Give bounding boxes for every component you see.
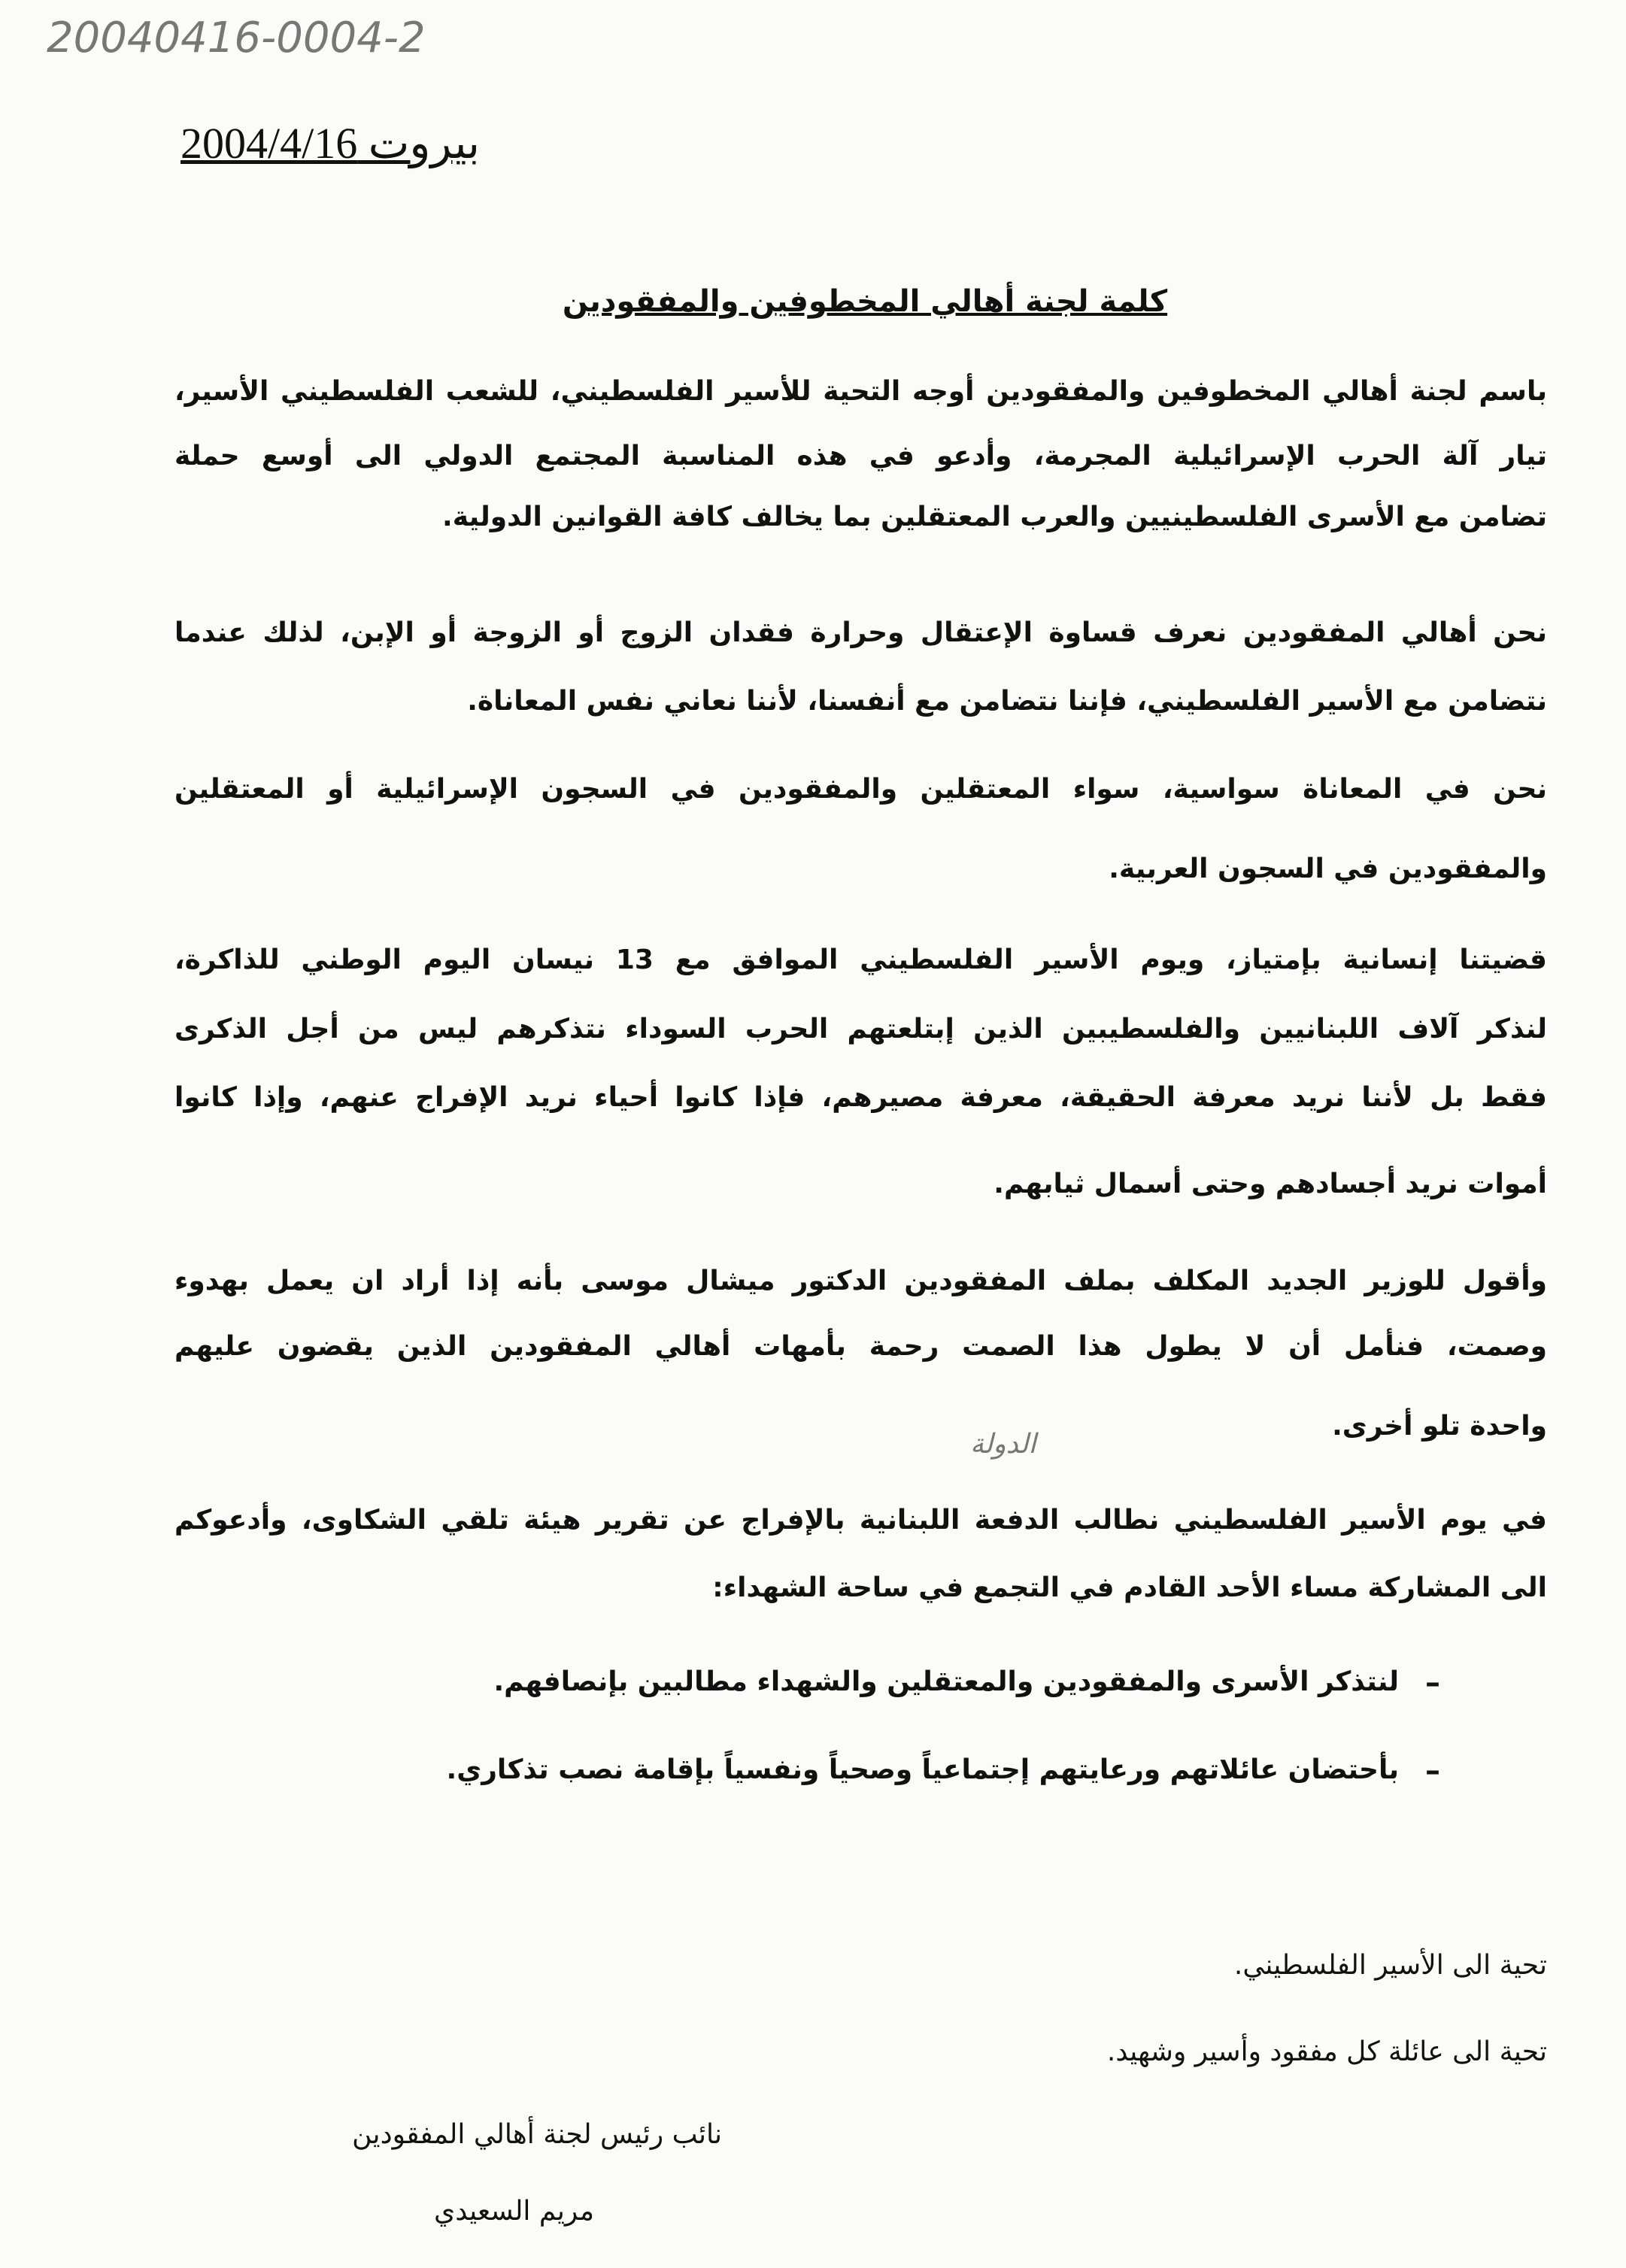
paragraph-line: نحن في المعاناة سواسية، سواء المعتقلين والمفقودين في السجون الإسرائيلية أو المعتقلين — [174, 774, 1547, 805]
date-line: بيروت 2004/4/16 — [180, 119, 480, 168]
closing-line: تحية الى الأسير الفلسطيني. — [1233, 1950, 1547, 1981]
paragraph-line: لنذكر آلاف اللبنانيين والفلسطيبين الذين إبتلعتهم الحرب السوداء نتذكرهم ليس من أجل الذكرى — [174, 1014, 1547, 1045]
paragraph-line: فقط بل لأننا نريد معرفة الحقيقة، معرفة مصيرهم، فإذا كانوا أحياء نريد الإفراج عنهم، وإذا كانوا — [174, 1082, 1547, 1113]
bullet-marker: – — [1425, 1754, 1440, 1788]
bullet-item: بأحتضان عائلاتهم ورعايتهم إجتماعياً وصحياً ونفسياً بإقامة نصب تذكاري. — [446, 1754, 1399, 1785]
paragraph-line: تيار آلة الحرب الإسرائيلية المجرمة، وأدعو في هذه المناسبة المجتمع الدولي الى أوسع حملة — [174, 441, 1547, 471]
paragraph-line: باسم لجنة أهالي المخطوفين والمفقودين أوجه التحية للأسير الفلسطيني، للشعب الفلسطيني الأسير، — [174, 376, 1547, 407]
bullet-item: لنتذكر الأسرى والمفقودين والمعتقلين والشهداء مطالبين بإنصافهم. — [493, 1666, 1399, 1697]
handwritten-document-id: 20040416-0004-2 — [47, 14, 426, 62]
signature-role: نائب رئيس لجنة أهالي المفقودين — [352, 2119, 722, 2150]
signature-name: مريم السعيدي — [434, 2196, 594, 2227]
paragraph-line: أموات نريد أجسادهم وحتى أسمال ثيابهم. — [993, 1169, 1547, 1199]
paragraph-line: قضيتنا إنسانية بإمتياز، ويوم الأسير الفلسطيني الموافق مع 13 نيسان اليوم الوطني للذاكرة، — [174, 944, 1547, 975]
paragraph-line: نحن أهالي المفقودين نعرف قساوة الإعتقال وحرارة فقدان الزوج أو الزوجة أو الإبن، لذلك عندما — [174, 617, 1547, 648]
handwritten-insert: الدولة — [970, 1429, 1036, 1460]
paragraph-line: في يوم الأسير الفلسطيني نطالب الدفعة اللبنانية بالإفراج عن تقرير هيئة تلقي الشكاوى، وأدعوكم — [174, 1505, 1547, 1536]
bullet-marker: – — [1425, 1666, 1440, 1700]
paragraph-line: واحدة تلو أخرى. — [1332, 1411, 1547, 1442]
paragraph-line: والمفقودين في السجون العربية. — [1109, 854, 1547, 884]
paragraph-line: وصمت، فنأمل أن لا يطول هذا الصمت رحمة بأمهات أهالي المفقودين الذين يقضون عليهم — [174, 1331, 1547, 1362]
document-title: كلمة لجنة أهالي المخطوفين والمفقودين — [562, 284, 1168, 319]
paragraph-line: تضامن مع الأسرى الفلسطينيين والعرب المعتقلين بما يخالف كافة القوانين الدولية. — [442, 502, 1547, 532]
paragraph-line: نتضامن مع الأسير الفلسطيني، فإننا نتضامن مع أنفسنا، لأننا نعاني نفس المعاناة. — [467, 686, 1547, 717]
paragraph-line: وأقول للوزير الجديد المكلف بملف المفقودين الدكتور ميشال موسى بأنه إذا أراد ان يعمل بهدوء — [174, 1266, 1547, 1296]
closing-line: تحية الى عائلة كل مفقود وأسير وشهيد. — [1106, 2036, 1547, 2067]
paragraph-line: الى المشاركة مساء الأحد القادم في التجمع في ساحة الشهداء: — [712, 1572, 1547, 1603]
